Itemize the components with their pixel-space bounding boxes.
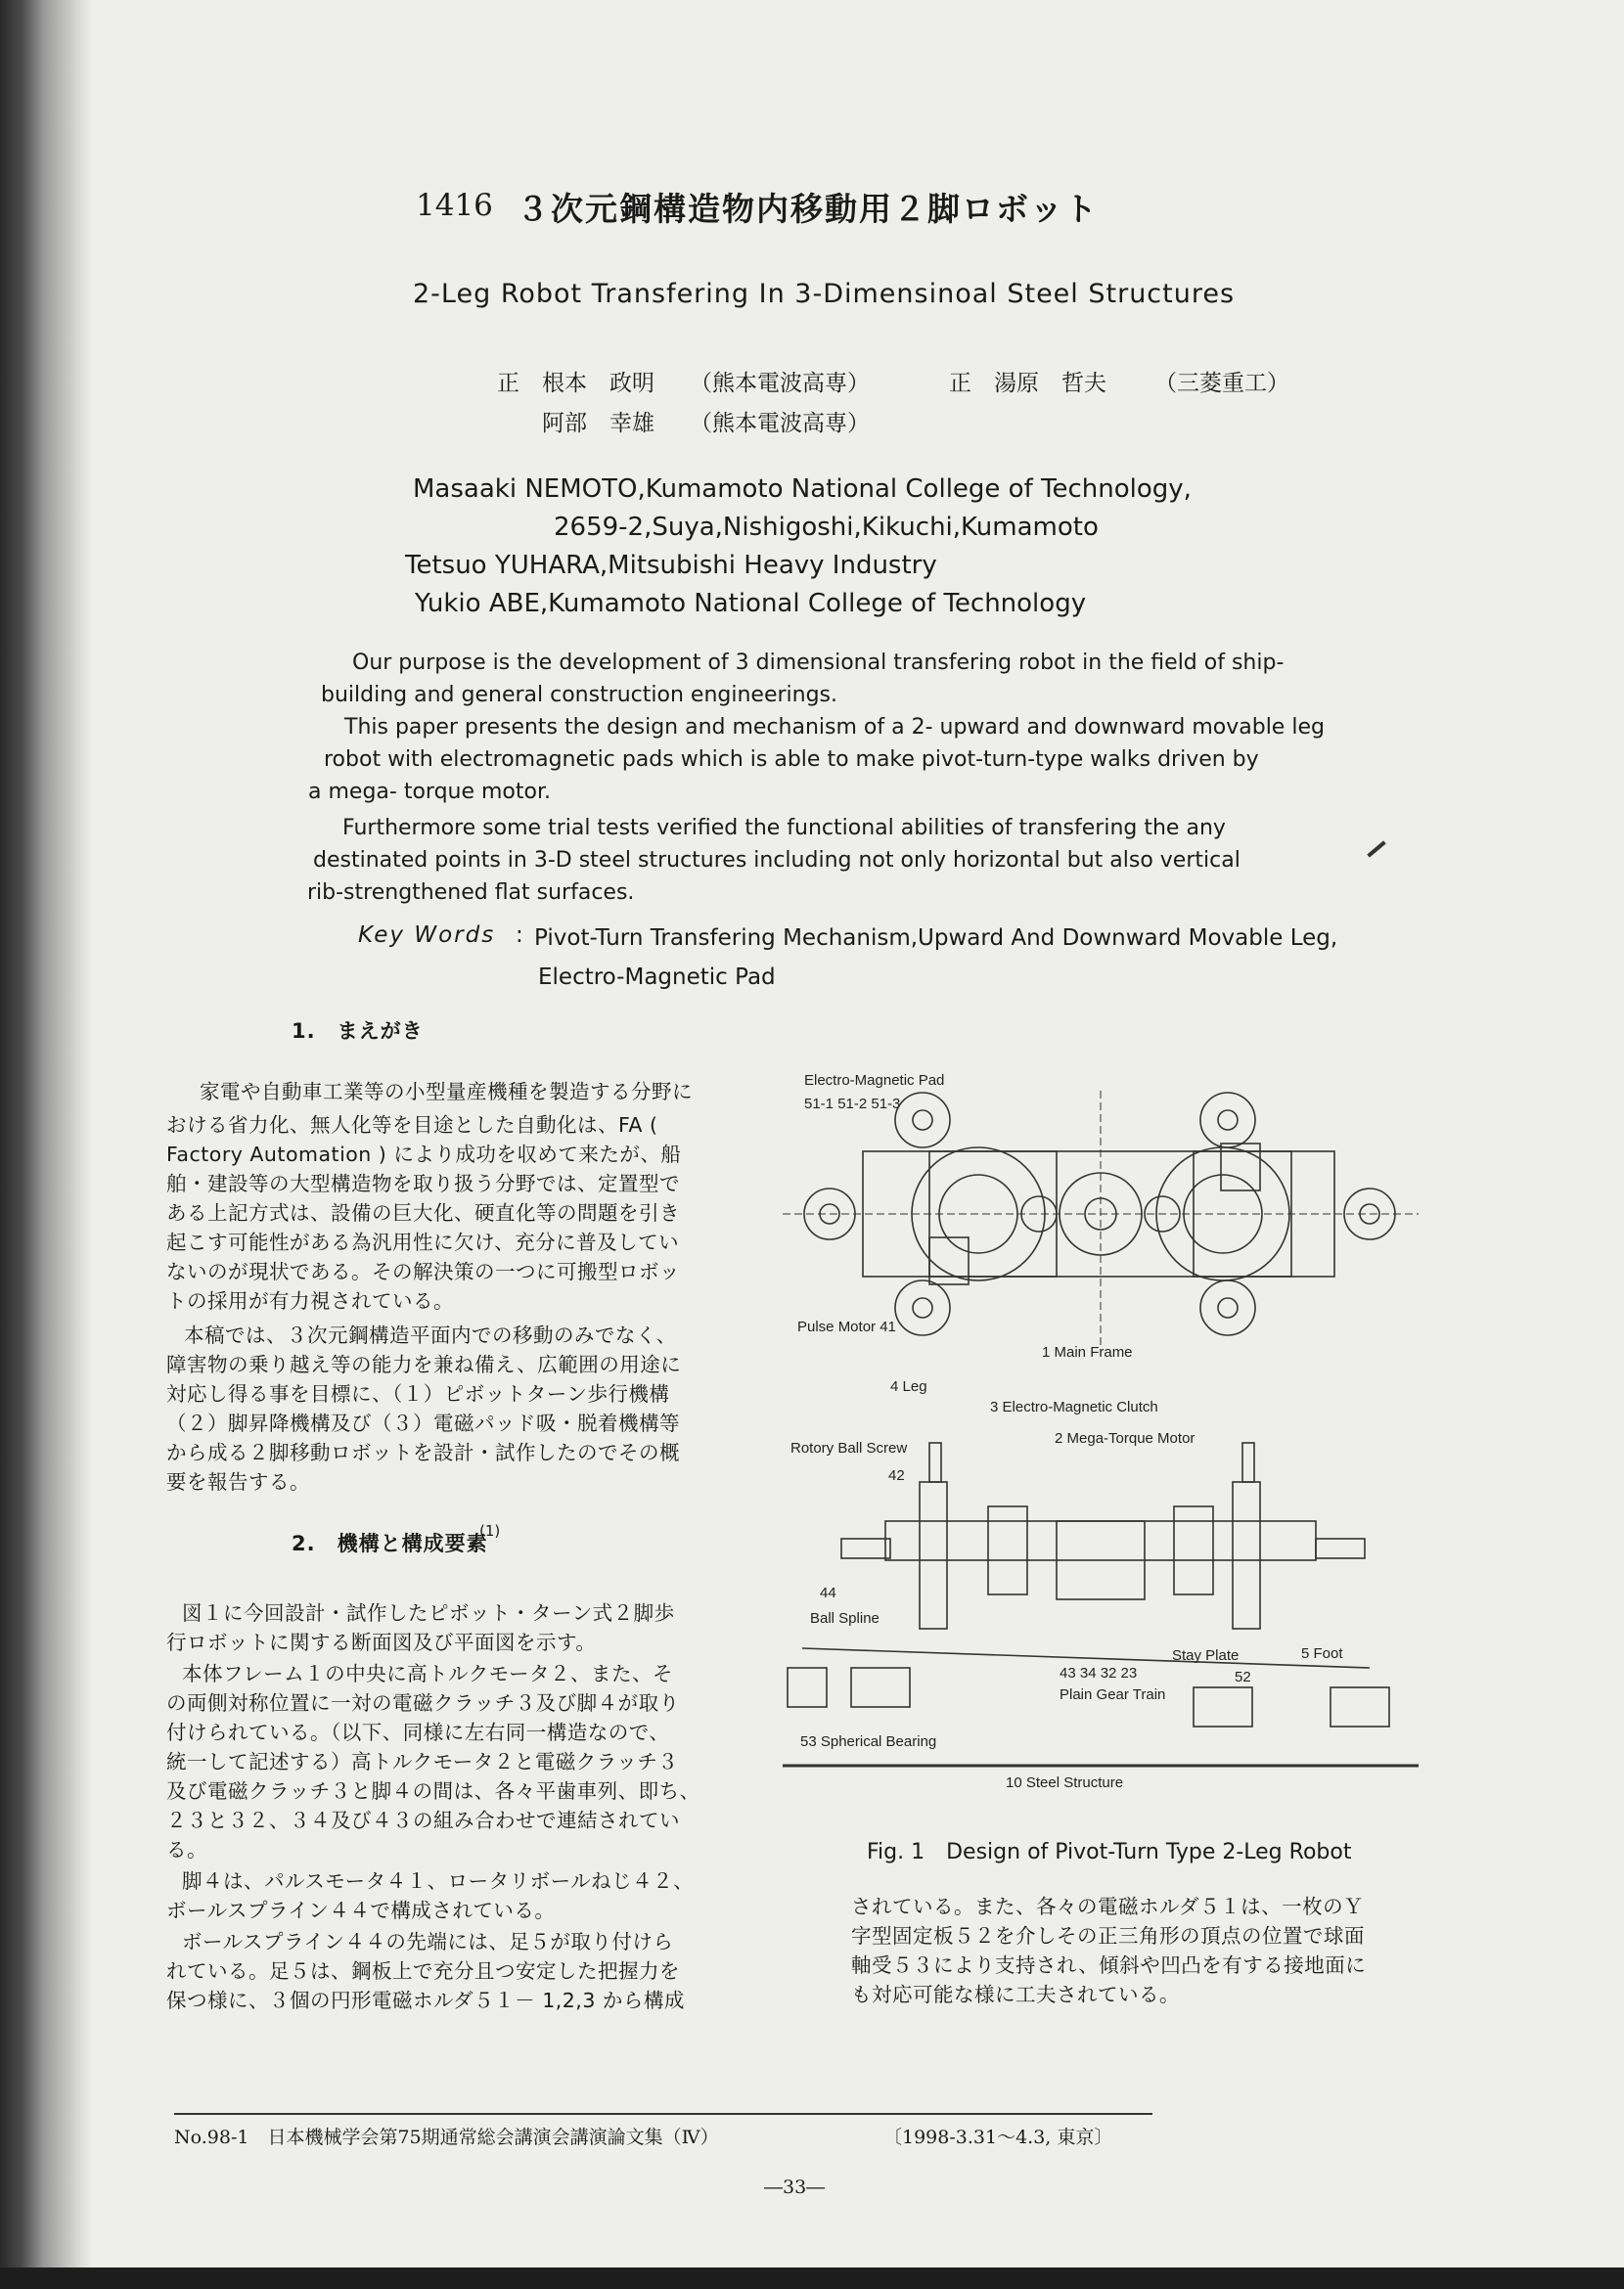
label-ball-spline: Ball Spline — [810, 1610, 880, 1627]
section2-line: ボールスプライン４４で構成されている。 — [166, 1899, 556, 1922]
title-japanese: ３次元鋼構造物内移動用２脚ロボット — [517, 190, 1099, 228]
figure-caption: Fig. 1 Design of Pivot-Turn Type 2-Leg Robot — [867, 1840, 1352, 1864]
section1-line: （２）脚昇降機構及び（３）電磁パッド吸・脱着機構等 — [166, 1412, 680, 1435]
label-52: 52 — [1235, 1669, 1251, 1685]
label-leg: 4 Leg — [890, 1378, 927, 1395]
author1-name: 根本 政明 — [542, 371, 654, 396]
section2-line: る。 — [166, 1838, 207, 1862]
section1-line: 要を報告する。 — [166, 1470, 310, 1494]
affiliation-line: 2659-2,Suya,Nishigoshi,Kikuchi,Kumamoto — [554, 513, 1099, 542]
label-foot: 5 Foot — [1301, 1645, 1343, 1662]
author3-affil: （熊本電波高専） — [690, 411, 870, 436]
footer-date: 〔1998-3.31～4.3, 東京〕 — [883, 2127, 1113, 2148]
section2-right-line: されている。また、各々の電磁ホルダ５１は、一枚のＹ — [851, 1895, 1365, 1918]
label-pad: Electro-Magnetic Pad — [804, 1072, 945, 1089]
section2-line: 本体フレーム１の中央に高トルクモータ２、また、そ — [182, 1662, 673, 1685]
section1-line: から成る２脚移動ロボットを設計・試作したのでその概 — [166, 1441, 680, 1464]
page-number: ―33― — [764, 2177, 826, 2198]
scan-bottom-edge — [0, 2267, 1624, 2289]
abstract-line: Furthermore some trial tests verified the functional abilities of transfering the any — [342, 816, 1226, 840]
affiliation-line: Yukio ABE,Kumamoto National College of Technology — [415, 589, 1087, 618]
author1-affil: （熊本電波高専） — [690, 371, 870, 396]
section2-right-line: 字型固定板５２を介しその正三角形の頂点の位置で球面 — [851, 1924, 1365, 1948]
section2-citation: (1) — [479, 1522, 501, 1540]
label-ball-screw: Rotory Ball Screw — [790, 1440, 908, 1457]
section1-line: おける省力化、無人化等を目途とした自動化は、FA ( — [166, 1113, 658, 1137]
paper-number: 1416 — [416, 188, 493, 223]
section2-line: 図１に今回設計・試作したピボット・ターン式２脚歩 — [182, 1601, 675, 1625]
title-english: 2-Leg Robot Transfering In 3-Dimensinoal Steel Structures — [413, 279, 1236, 309]
section2-line: 脚４は、パルスモータ４１、ロータリボールねじ４２、 — [182, 1869, 695, 1893]
abstract-line: robot with electromagnetic pads which is able to make pivot-turn-type walks driven by — [324, 747, 1259, 772]
section2-line: ボールスプライン４４の先端には、足５が取り付けら — [182, 1930, 674, 1953]
label-44: 44 — [820, 1585, 836, 1601]
label-42: 42 — [888, 1467, 905, 1484]
section1-line: ある上記方式は、設備の巨大化、硬直化等の問題を引き — [166, 1201, 680, 1225]
figure-robot-drawing — [783, 1061, 1419, 1805]
label-pulse-motor: Pulse Motor 41 — [797, 1319, 896, 1335]
section1-line: 起こす可能性がある為汎用性に欠け、充分に普及してい — [166, 1231, 680, 1254]
keywords-label: Key Words — [358, 922, 496, 948]
footer-rule — [174, 2113, 1152, 2115]
abstract-line: rib-strengthened flat surfaces. — [307, 880, 635, 905]
keywords-line2: Electro-Magnetic Pad — [538, 965, 776, 990]
scan-edge-shadow — [0, 0, 93, 2289]
abstract-line: Our purpose is the development of 3 dimensional transfering robot in the field of ship- — [352, 651, 1285, 675]
abstract-line: destinated points in 3-D steel structures including not only horizontal but also vertical — [313, 848, 1241, 873]
section2-line: 及び電磁クラッチ３と脚４の間は、各々平歯車列、即ち、 — [166, 1779, 700, 1803]
section1-line: 本稿では、３次元鋼構造平面内での移動のみでなく、 — [184, 1324, 677, 1347]
section2-line: 行ロボットに関する断面図及び平面図を示す。 — [166, 1631, 597, 1654]
label-stay-plate: Stay Plate — [1172, 1647, 1240, 1664]
section-view — [783, 1443, 1419, 1766]
abstract-line: a mega- torque motor. — [308, 780, 551, 804]
section2-line: ２３と３２、３４及び４３の組み合わせで連結されてい — [166, 1809, 680, 1832]
section1-line: 対応し得る事を目標に、（１）ピボットターン歩行機構 — [166, 1382, 670, 1406]
footer-proceedings: No.98-1 日本機械学会第75期通常総会講演会講演論文集（Ⅳ） — [174, 2127, 719, 2148]
abstract-line: This paper presents the design and mechanism of a 2- upward and downward movable leg — [344, 715, 1325, 740]
author2-prefix: 正 — [949, 371, 971, 396]
section2-line: れている。足５は、鋼板上で充分且つ安定した把握力を — [166, 1959, 680, 1983]
affiliation-line: Masaaki NEMOTO,Kumamoto National College of Technology, — [413, 474, 1192, 504]
plan-view — [783, 1091, 1419, 1345]
keywords-line1: Pivot-Turn Transfering Mechanism,Upward And Downward Movable Leg, — [534, 925, 1338, 951]
author2-name: 湯原 哲夫 — [994, 371, 1106, 396]
section2-line: 統一して記述する）高トルクモータ２と電磁クラッチ３ — [166, 1750, 679, 1773]
section2-line: 付けられている。（以下、同様に左右同一構造なので、 — [166, 1721, 670, 1744]
section2-line: 保つ様に、３個の円形電磁ホルダ５１－ 1,2,3 から構成 — [166, 1989, 685, 2012]
section1-heading: 1. まえがき — [292, 1019, 424, 1043]
label-mega-motor: 2 Mega-Torque Motor — [1055, 1430, 1195, 1447]
section1-line: 障害物の乗り越え等の能力を兼ね備え、広範囲の用途に — [166, 1353, 682, 1376]
label-gear-ids: 43 34 32 23 — [1060, 1665, 1138, 1682]
label-clutch: 3 Electro-Magnetic Clutch — [990, 1399, 1158, 1415]
keywords-colon: : — [516, 922, 523, 948]
label-steel: 10 Steel Structure — [1006, 1774, 1124, 1791]
pen-mark — [1367, 840, 1385, 857]
label-pad-ids: 51-1 51-2 51-3 — [804, 1096, 901, 1112]
section1-line: Factory Automation ) により成功を収めて来たが、船 — [166, 1143, 682, 1166]
section1-line: ないのが現状である。その解決策の一つに可搬型ロボッ — [166, 1260, 680, 1283]
section2-right-line: も対応可能な様に工夫されている。 — [851, 1983, 1180, 2006]
label-main-frame: 1 Main Frame — [1042, 1344, 1133, 1361]
affiliation-line: Tetsuo YUHARA,Mitsubishi Heavy Industry — [405, 551, 937, 580]
section1-line: 家電や自動車工業等の小型量産機種を製造する分野に — [200, 1080, 693, 1103]
abstract-line: building and general construction engineerings. — [321, 683, 837, 707]
label-gear-train: Plain Gear Train — [1060, 1686, 1166, 1703]
section2-line: の両側対称位置に一対の電磁クラッチ３及び脚４が取り — [166, 1691, 680, 1715]
section2-right-line: 軸受５３により支持され、傾斜や凹凸を有する接地面に — [851, 1953, 1367, 1977]
author3-name: 阿部 幸雄 — [542, 411, 654, 436]
author1-prefix: 正 — [497, 371, 519, 396]
author2-affil: （三菱重工） — [1154, 371, 1289, 396]
section2-heading: 2. 機構と構成要素 — [292, 1532, 488, 1555]
section1-line: 舶・建設等の大型構造物を取り扱う分野では、定置型で — [166, 1172, 680, 1195]
label-spherical: 53 Spherical Bearing — [800, 1733, 937, 1750]
section1-line: トの採用が有力視されている。 — [166, 1289, 454, 1313]
